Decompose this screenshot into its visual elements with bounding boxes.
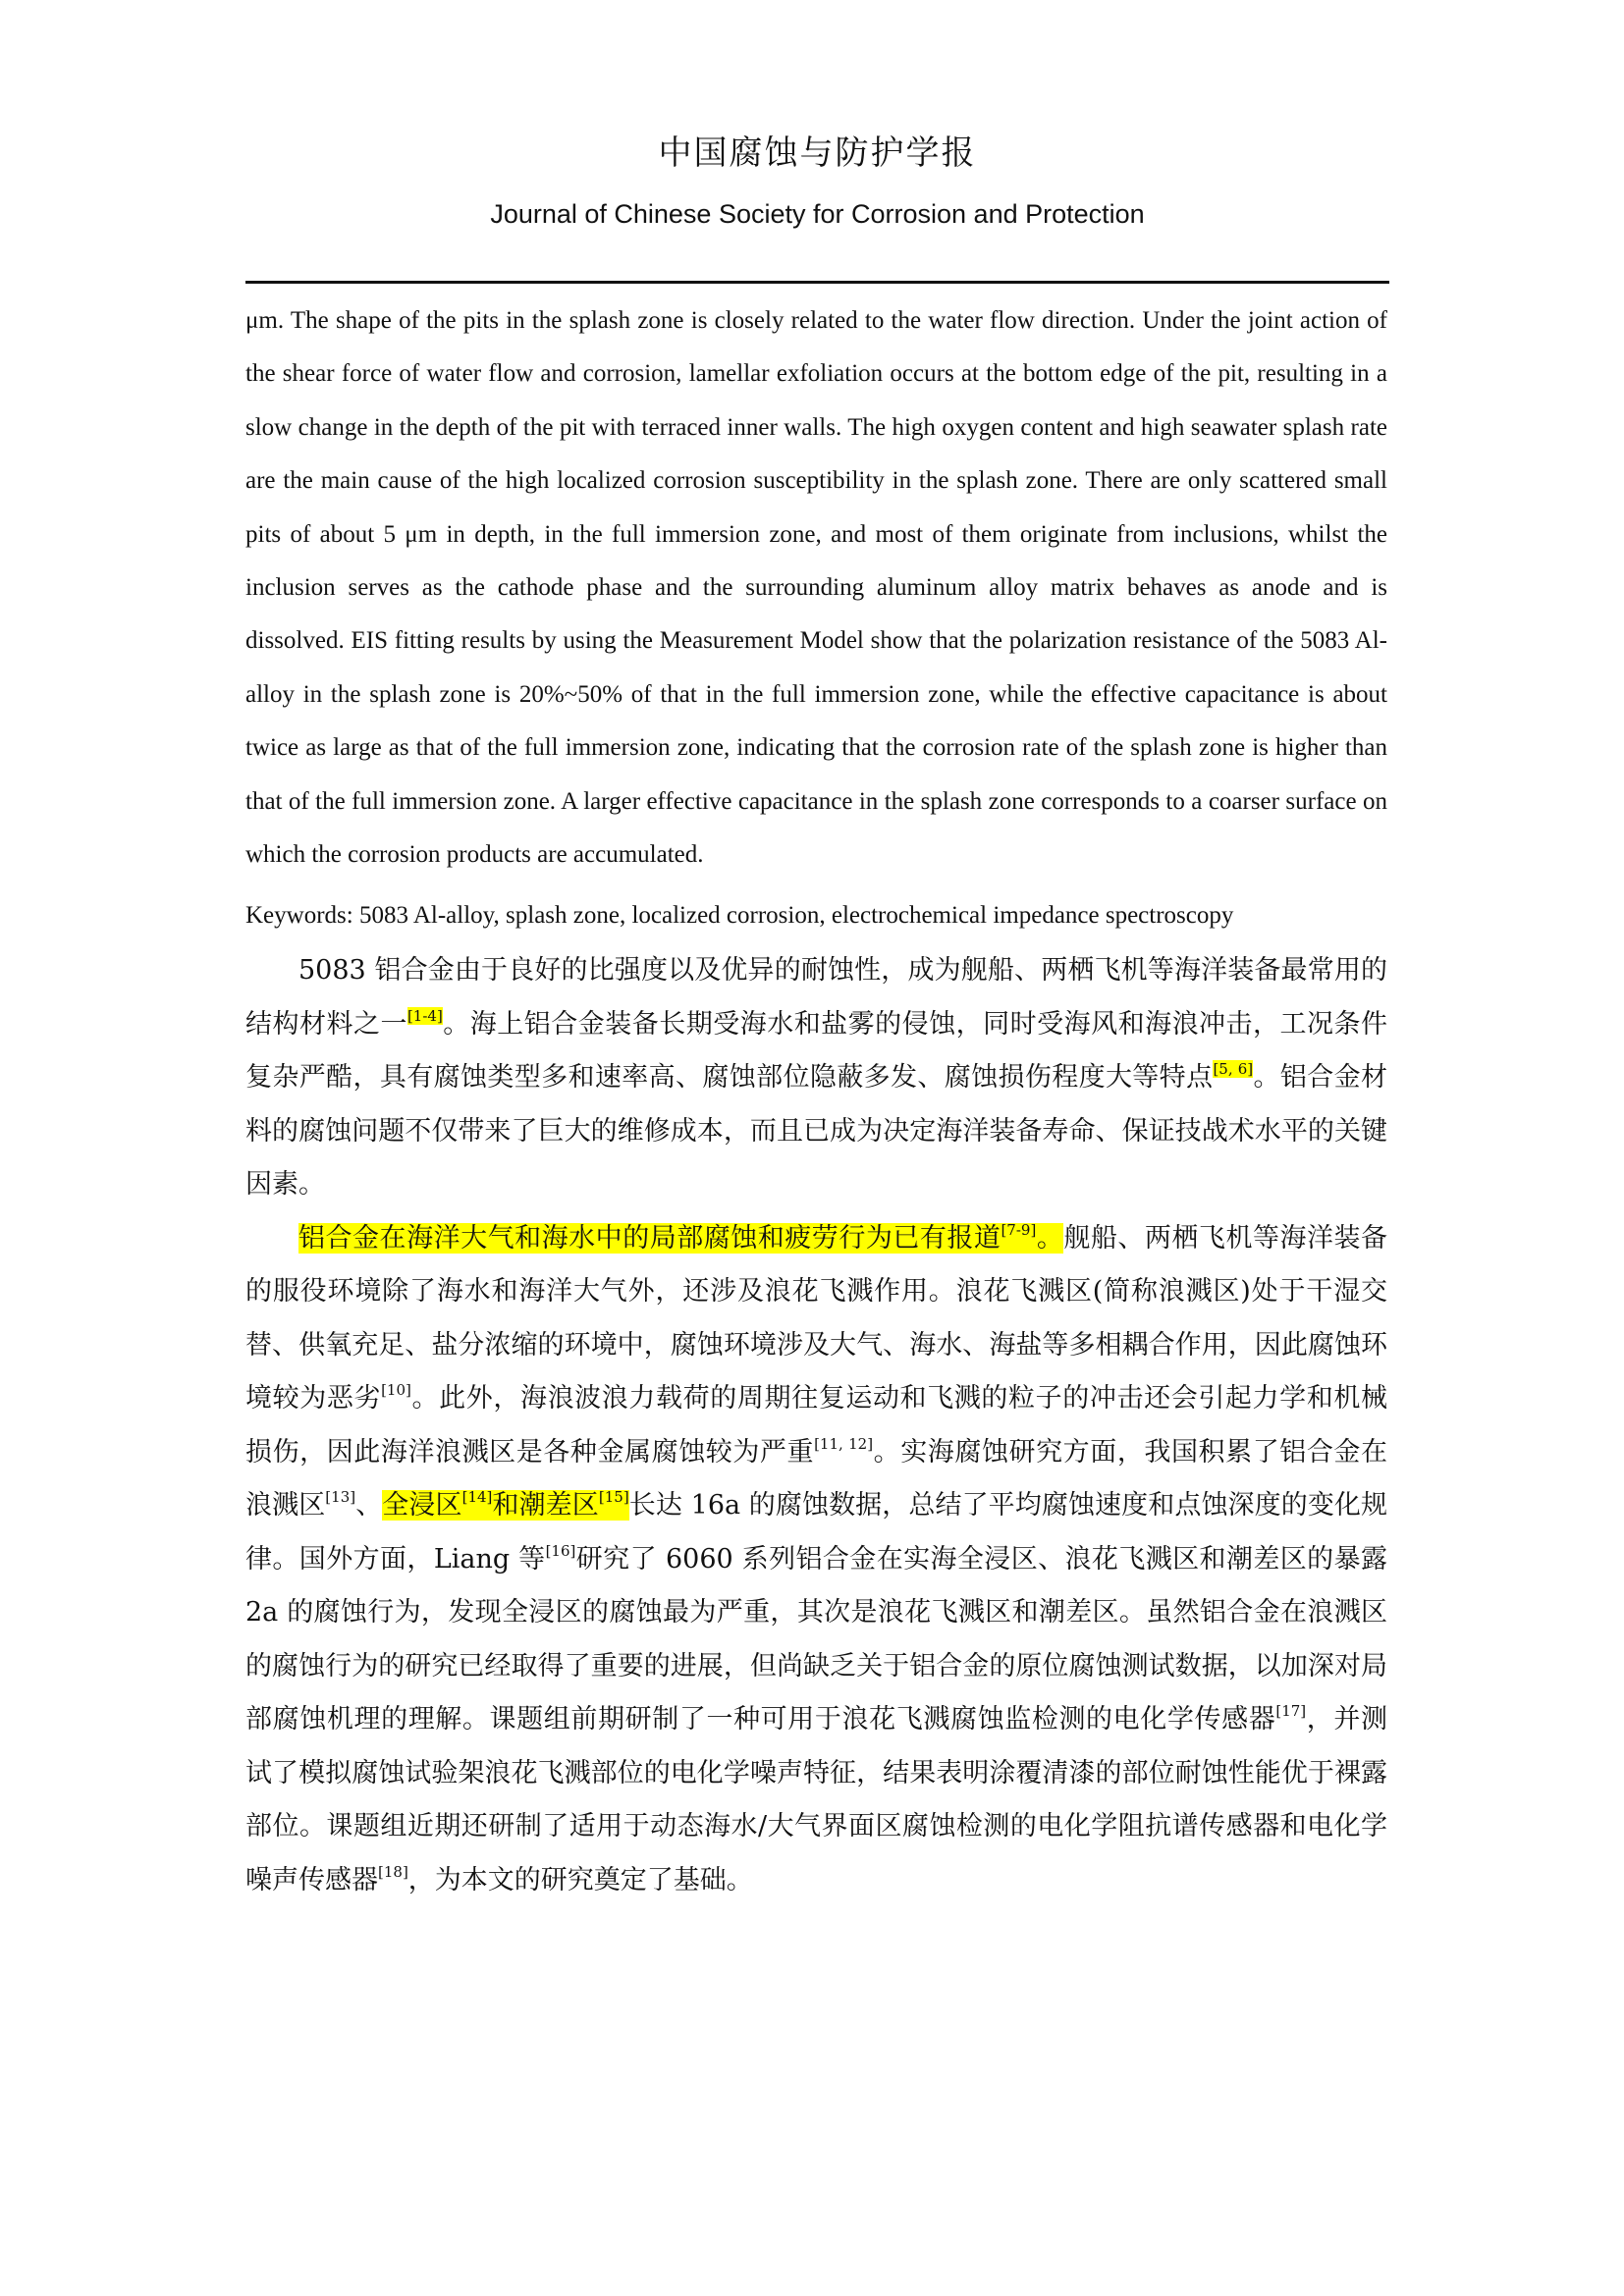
citation-10[interactable]: [10] xyxy=(381,1381,411,1400)
citation-7-9[interactable]: [7-9] xyxy=(1001,1220,1037,1239)
intro-p2-text-f: 研究了 6060 系列铝合金在实海全浸区、浪花飞溅区和潮差区的暴露 2a 的腐蚀行为，发现全浸区的腐蚀最为严重，其次是浪花飞溅区和潮差区。虽然铝合金在浪溅区的腐蚀行为的研究已经取得了重要的进展，但尚缺乏关于铝合金的原位腐蚀测试数据，以加深对局部腐蚀机理的理解。课题组前期研制了一种可用于浪花飞溅腐蚀监检测的电化学传感器 xyxy=(245,1543,1387,1735)
intro-p2-text-a: 舰船、两栖飞机等海洋装备的服役环境除了海水和海洋大气外，还涉及浪花飞溅作用。浪花飞溅区(简称浪溅区)处于干湿交替、供氧充足、盐分浓缩的环境中，腐蚀环境涉及大气、海水、海盐等多相耦合作用，因此腐蚀环境较为恶劣 xyxy=(245,1222,1388,1415)
citation-17[interactable]: [17] xyxy=(1275,1702,1307,1721)
intro-paragraph-1 xyxy=(245,944,1387,1212)
highlighted-sentence xyxy=(298,1220,1064,1254)
highlighted-zones xyxy=(382,1490,628,1521)
citation-5-6[interactable]: [5, 6] xyxy=(1213,1060,1254,1079)
intro-p2-text-g: ，并测试了模拟腐蚀试验架浪花飞溅部位的电化学噪声特征，结果表明涂覆清漆的部位耐蚀性能优于裸露部位。课题组近期还研制了适用于动态海水/大气界面区腐蚀检测的电化学阻抗谱传感器和电化学噪声传感器 xyxy=(245,1704,1388,1896)
journal-title-en: Journal of Chinese Society for Corrosion and Protection xyxy=(490,199,1145,229)
journal-header xyxy=(245,126,1389,230)
intro-p2-text-c: 。实海腐蚀研究方面，我国积累了铝合金在浪溅区 xyxy=(245,1436,1388,1522)
intro-p2-text-h: ，为本文的研究奠定了基础。 xyxy=(407,1864,753,1896)
highlighted-text: 铝合金在海洋大气和海水中的局部腐蚀和疲劳行为已有报道 xyxy=(298,1222,1001,1254)
citation-16[interactable]: [16] xyxy=(545,1541,576,1560)
intro-p2-text-d: 、 xyxy=(355,1490,383,1522)
intro-p1-text-b: 。海上铝合金装备长期受海水和盐雾的侵蚀，同时受海风和海浪冲击，工况条件复杂严酷，具有腐蚀类型多和速率高、腐蚀部位隐蔽多发、腐蚀损伤程度大等特点 xyxy=(245,1008,1388,1094)
page-body xyxy=(245,294,1387,1907)
citation-18[interactable]: [18] xyxy=(378,1862,408,1881)
keywords-line: Keywords: 5083 Al-alloy, splash zone, localized corrosion, electrochemical impedance spectroscopy xyxy=(245,902,1234,930)
highlighted-period: 。 xyxy=(1036,1222,1064,1254)
citation-1-4[interactable]: [1-4] xyxy=(406,1006,443,1025)
abstract-text: μm. The shape of the pits in the splash zone is closely related to the water flow direction. Under the joint action of the shear force of water flow and corrosion, lamellar exfoliation occurs at the bottom edge of the pit, resulting in a slow change in the depth of the pit with terraced inner walls. The high oxygen content and high seawater splash rate are the main cause of the high localized corrosion susceptibility in the splash zone. There are only scattered small pits of about 5 μm in depth, in the full immersion zone, and most of them originate from inclusions, whilst the inclusion serves as the cathode phase and the surrounding aluminum alloy matrix behaves as anode and is dissolved. EIS fitting results by using the Measurement Model show that the polarization resistance of the 5083 Al-alloy in the splash zone is 20%~50% of that in the full immersion zone, while the effective capacitance is about twice as large as that of the full immersion zone, indicating that the corrosion rate of the splash zone is higher than that of the full immersion zone. A larger effective capacitance in the splash zone corresponds to a coarser surface on which the corrosion products are accumulated. xyxy=(245,307,1387,869)
intro-paragraph-2 xyxy=(245,1212,1387,1908)
citation-13[interactable]: [13] xyxy=(325,1488,356,1507)
header-divider xyxy=(245,281,1389,284)
citation-15[interactable]: [15] xyxy=(598,1488,629,1507)
intro-p1-text-c: 。铝合金材料的腐蚀问题不仅带来了巨大的维修成本，而且已成为决定海洋装备寿命、保证技战术水平的关键因素。 xyxy=(245,1062,1388,1201)
highlight-full-immersion: 全浸区 xyxy=(382,1490,462,1522)
citation-11-12[interactable]: [11, 12] xyxy=(814,1434,874,1453)
highlight-tidal-zone: 和潮差区 xyxy=(492,1490,599,1522)
intro-p2-text-e: 长达 16a 的腐蚀数据，总结了平均腐蚀速度和点蚀深度的变化规律。国外方面，Liang 等 xyxy=(245,1490,1388,1575)
intro-p1-text-a: 5083 铝合金由于良好的比强度以及优异的耐蚀性，成为舰船、两栖飞机等海洋装备最常用的结构材料之一 xyxy=(245,955,1387,1040)
journal-title-cn: 中国腐蚀与防护学报 xyxy=(658,133,977,173)
intro-p2-text-b: 。此外，海浪波浪力载荷的周期往复运动和飞溅的粒子的冲击还会引起力学和机械损伤，因此海洋浪溅区是各种金属腐蚀较为严重 xyxy=(245,1383,1388,1468)
citation-14[interactable]: [14] xyxy=(461,1488,493,1507)
